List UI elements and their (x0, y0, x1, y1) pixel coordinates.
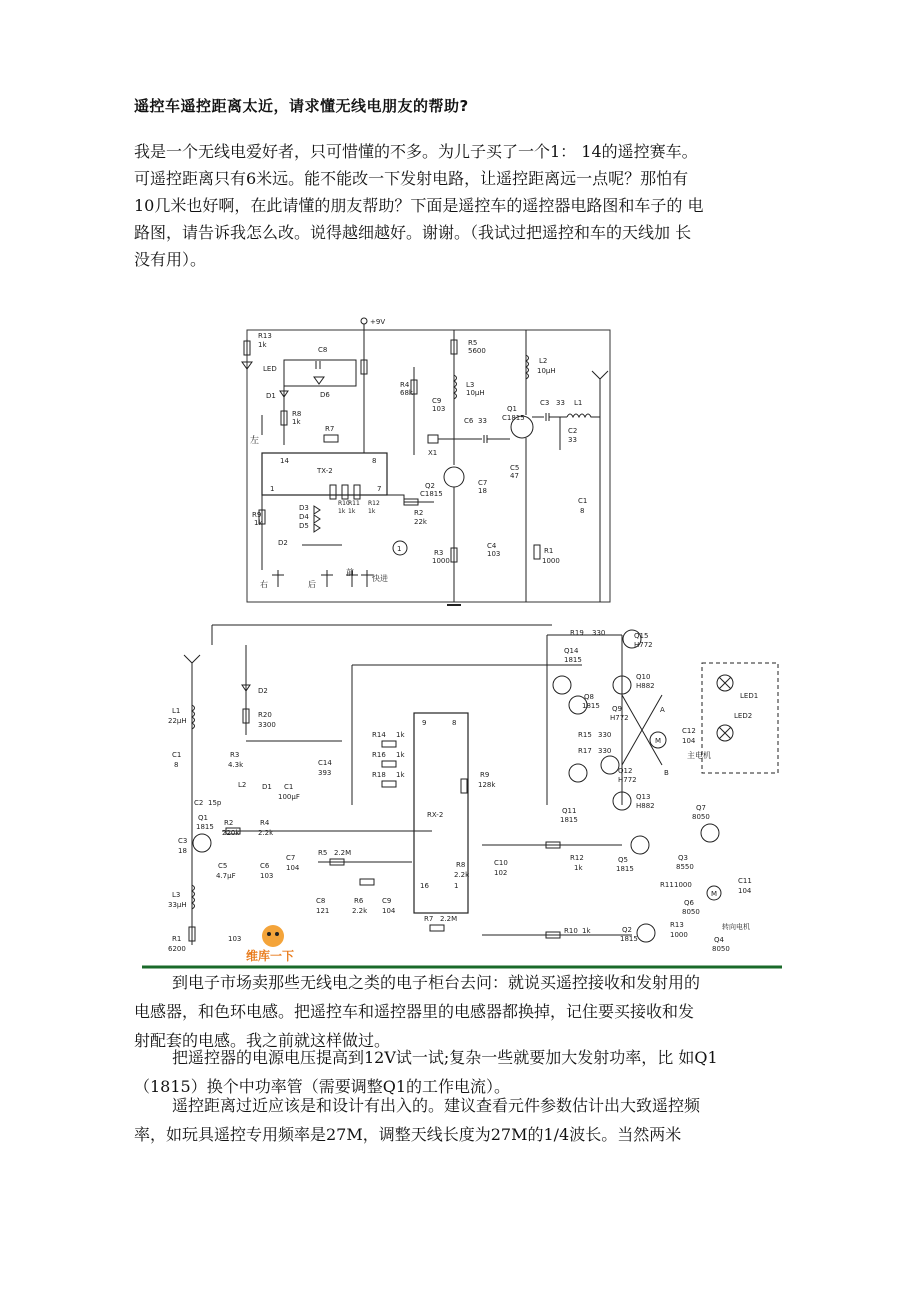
tx-l3-value: 10μH (466, 389, 485, 397)
rx-c6: C6 (260, 862, 270, 870)
tx-key-left: 左 (250, 436, 260, 446)
rx-r19-value: 330 (592, 629, 606, 637)
rx-q5-value: 1815 (616, 865, 634, 873)
tx-key-forward: 前 (346, 568, 354, 577)
rx-r13: R13 (670, 921, 684, 929)
tx-d3: D3 (299, 504, 309, 512)
rx-c1-value: 100μF (278, 793, 300, 801)
rx-r10-value: 1k (582, 927, 591, 935)
text-line-content: 把遥控器的电源电压提高到12V试一试;复杂一些就要加大发射功率，比 如Q1 (172, 1048, 718, 1067)
tx-r9-value: 1k (254, 519, 263, 527)
rx-r17: R17 (578, 747, 592, 755)
rx-node-a: A (660, 706, 665, 714)
rx-c7: C7 (286, 854, 296, 862)
rx-q11: Q11 (562, 807, 577, 815)
tx-r1-value: 1000 (542, 557, 560, 565)
rx-r20-value: 3300 (258, 721, 276, 729)
rx-r11-value: 1000 (674, 881, 692, 889)
rx-r8-value: 2.2k (454, 871, 470, 879)
rx-q3: Q3 (678, 854, 688, 862)
rx-q8-value: 1815 (582, 702, 600, 710)
rx-r12-value: 1k (574, 864, 583, 872)
tx-l2: L2 (539, 357, 548, 365)
circuit-diagram (142, 305, 782, 970)
answer-3 (134, 1091, 796, 1149)
tx-r13: R13 (258, 332, 272, 340)
tx-r2-value: 22k (414, 518, 427, 526)
tx-c4: C4 (487, 542, 497, 550)
tx-c9: C9 (432, 397, 442, 405)
text-line: 路图，请告诉我怎么改。说得越细越好。谢谢。（我试过把遥控和车的天线加 长 (134, 223, 692, 242)
tx-pin7: 7 (377, 485, 382, 493)
text-line: 射配套的电感。我之前就这样做过。 (134, 1031, 391, 1050)
rx-d1: D1 (262, 783, 272, 791)
rx-r2: R2 (224, 819, 234, 827)
rx-r20: R20 (258, 711, 272, 719)
tx-pin1: 1 (270, 485, 275, 493)
tx-d2: D2 (278, 539, 288, 547)
rx-c9: C9 (382, 897, 392, 905)
tx-key-fast: 快进 (372, 574, 388, 583)
rx-q12-value: H772 (618, 776, 637, 784)
circuit-figure (142, 305, 782, 974)
rx-r14-value: 1k (396, 731, 405, 739)
tx-r3-value: 1000 (432, 557, 450, 565)
rx-r16: R16 (372, 751, 386, 759)
tx-pin8: 8 (372, 457, 377, 465)
rx-q7: Q7 (696, 804, 706, 812)
rx-q15: Q15 (634, 632, 649, 640)
tx-c7: C7 (478, 479, 488, 487)
rx-r19: R19 (570, 629, 584, 637)
tx-c5-value: 47 (510, 472, 519, 480)
rx-r4: R4 (260, 819, 270, 827)
rx-steer-motor-m: M (711, 890, 718, 898)
rx-c14: C14 (318, 759, 332, 767)
rx-l1: L1 (172, 707, 181, 715)
rx-q10: Q10 (636, 673, 651, 681)
rx-r7: R7 (424, 915, 434, 923)
tx-r10: R10 (338, 500, 350, 507)
rx-r13-value: 1000 (670, 931, 688, 939)
tx-led: LED (263, 365, 277, 373)
rx-q12: Q12 (618, 767, 633, 775)
tx-c9-value: 103 (432, 405, 446, 413)
tx-r11: R11 (348, 500, 360, 507)
rx-pin16: 16 (420, 882, 429, 890)
tx-r1: R1 (544, 547, 554, 555)
rx-q15-value: H772 (634, 641, 653, 649)
tx-c1-value: 8 (580, 507, 585, 515)
tx-c6-value: 33 (478, 417, 487, 425)
tx-q1-value: C1815 (502, 414, 525, 422)
rx-q6: Q6 (684, 899, 694, 907)
rx-pin8: 8 (452, 719, 457, 727)
page-title: 遥控车遥控距离太近，请求懂无线电朋友的帮助? (134, 97, 469, 115)
rx-c11: C11 (738, 877, 752, 885)
rx-c1: C1 (284, 783, 294, 791)
rx-c7-value: 104 (286, 864, 300, 872)
tx-chip-label: TX-2 (317, 467, 333, 475)
rx-d2: D2 (258, 687, 268, 695)
answer-1 (134, 968, 796, 1055)
rx-r6: R6 (354, 897, 364, 905)
rx-r17-value: 330 (598, 747, 612, 755)
tx-c2-value: 33 (568, 436, 577, 444)
rx-q2-value: 1815 (620, 935, 638, 943)
text-line-content: 遥控距离过近应该是和设计有出入的。建议查看元件参数估计出大致遥控频 (172, 1096, 701, 1115)
rx-r1: R1 (172, 935, 182, 943)
rx-r11: R11 (660, 881, 674, 889)
tx-r5: R5 (468, 339, 478, 347)
rx-c14-value: 393 (318, 769, 332, 777)
rx-c12: C12 (682, 727, 696, 735)
tx-q1: Q1 (507, 405, 517, 413)
tx-r4-value: 68k (400, 389, 413, 397)
tx-r10-value: 1k (338, 508, 346, 515)
tx-c2: C2 (568, 427, 578, 435)
rx-q9-value: H772 (610, 714, 629, 722)
rx-c8-value: 121 (316, 907, 330, 915)
text-line: 电感器，和色环电感。把遥控车和遥控器里的电感器都换掉，记住要买接收和发 (134, 1002, 695, 1021)
text-line (134, 1043, 796, 1072)
rx-r7-value: 2.2M (440, 915, 458, 923)
rx-r8: R8 (456, 861, 466, 869)
tx-d1: D1 (266, 392, 276, 400)
rx-main-motor-m: M (655, 737, 662, 745)
rx-q14-value: 1815 (564, 656, 582, 664)
tx-q2-value: C1815 (420, 490, 443, 498)
rx-c9-value: 104 (382, 907, 396, 915)
text-line: 可遥控距离只有6米远。能不能改一下发射电路，让遥控距离远一点呢？那怕有 (134, 169, 689, 188)
tx-c7-value: 18 (478, 487, 487, 495)
rx-q6-value: 8050 (682, 908, 700, 916)
text-line: 10几米也好啊，在此请懂的朋友帮助？下面是遥控车的遥控器电路图和车子的 电 (134, 196, 704, 215)
text-line-content: 到电子市场卖那些无线电之类的电子柜台去问：就说买遥控接收和发射用的 (172, 973, 701, 992)
rx-r16-value: 1k (396, 751, 405, 759)
tx-r3: R3 (434, 549, 444, 557)
rx-q4: Q4 (714, 936, 724, 944)
rx-pin9: 9 (422, 719, 427, 727)
rx-c10: C10 (494, 859, 508, 867)
rx-main-motor-label: 主电机 (687, 751, 711, 760)
rx-r18-value: 1k (396, 771, 405, 779)
rx-l1-value: 22μH (168, 717, 187, 725)
rx-led2: LED2 (734, 712, 753, 720)
receiver-circuit (142, 625, 782, 967)
tx-r4: R4 (400, 381, 410, 389)
tx-key-back: 后 (308, 580, 316, 589)
rx-r4-value: 2.2k (258, 829, 274, 837)
rx-r1-value: 6200 (168, 945, 186, 953)
tx-l3: L3 (466, 381, 475, 389)
rx-q13: Q13 (636, 793, 651, 801)
tx-r7: R7 (325, 425, 335, 433)
tx-l2-value: 10μH (537, 367, 556, 375)
rx-c6-value: 103 (260, 872, 274, 880)
rx-r18: R18 (372, 771, 386, 779)
tx-r8: R8 (292, 410, 302, 418)
rx-c1a: C1 (172, 751, 182, 759)
rx-q9: Q9 (612, 705, 622, 713)
rx-r2-value: 220k (222, 829, 240, 837)
tx-r9: R9 (252, 511, 262, 519)
rx-l3: L3 (172, 891, 181, 899)
rx-node-b: B (664, 769, 669, 777)
rx-q10-value: H882 (636, 682, 655, 690)
tx-c5: C5 (510, 464, 520, 472)
tx-r8-value: 1k (292, 418, 301, 426)
rx-q14: Q14 (564, 647, 579, 655)
text-line (134, 1091, 796, 1120)
text-line (134, 968, 796, 997)
rx-q13-value: H882 (636, 802, 655, 810)
rx-q1-value: 1815 (196, 823, 214, 831)
tx-d5: D5 (299, 522, 309, 530)
rx-pin1: 1 (454, 882, 459, 890)
rx-c12-value: 104 (682, 737, 696, 745)
rx-c8: C8 (316, 897, 326, 905)
rx-q7-value: 8050 (692, 813, 710, 821)
rx-c2: C2 (194, 799, 204, 807)
rx-c5-value: 4.7μF (216, 872, 236, 880)
rx-r12: R12 (570, 854, 584, 862)
rx-c5: C5 (218, 862, 228, 870)
figure-number: 1 (397, 545, 402, 553)
transmitter-circuit (242, 318, 610, 605)
text-line: 没有用）。 (134, 250, 207, 269)
rx-q11-value: 1815 (560, 816, 578, 824)
rx-r10: R10 (564, 927, 578, 935)
intro-paragraph (134, 138, 794, 273)
rx-steer-motor-label: 转向电机 (722, 923, 750, 931)
rx-r15: R15 (578, 731, 592, 739)
rx-led1: LED1 (740, 692, 759, 700)
tx-r5-value: 5600 (468, 347, 486, 355)
text-line: 我是一个无线电爱好者，只可惜懂的不多。为儿子买了一个1： 14的遥控赛车。 (134, 142, 698, 161)
tx-x1: X1 (428, 449, 438, 457)
watermark-text: 维库一下 (246, 949, 295, 963)
rx-c11-value: 104 (738, 887, 752, 895)
tx-r11-value: 1k (348, 508, 356, 515)
rx-q8: Q8 (584, 693, 594, 701)
rx-c3-value: 18 (178, 847, 187, 855)
tx-r13-value: 1k (258, 341, 267, 349)
tx-c6: C6 (464, 417, 474, 425)
tx-r2: R2 (414, 509, 424, 517)
rx-q4-value: 8050 (712, 945, 730, 953)
rx-q1: Q1 (198, 814, 208, 822)
tx-c4-value: 103 (487, 550, 501, 558)
rx-r15-value: 330 (598, 731, 612, 739)
text-line: （1815）换个中功率管（需要调整Q1的工作电流）。 (134, 1077, 511, 1096)
rx-c2-value: 15p (208, 799, 222, 807)
watermark-logo (240, 922, 306, 964)
tx-d4: D4 (299, 513, 309, 521)
rx-chip-label: RX-2 (427, 811, 444, 819)
tx-d6: D6 (320, 391, 330, 399)
rx-c103: 103 (228, 935, 242, 943)
rx-r14: R14 (372, 731, 386, 739)
rx-r5: R5 (318, 849, 328, 857)
rx-c10-value: 102 (494, 869, 508, 877)
tx-key-right: 右 (260, 580, 268, 589)
tx-c3-value: 33 (556, 399, 565, 407)
tx-l1: L1 (574, 399, 583, 407)
rx-q5: Q5 (618, 856, 628, 864)
tx-c1: C1 (578, 497, 588, 505)
rx-r6-value: 2.2k (352, 907, 368, 915)
rx-r9: R9 (480, 771, 490, 779)
rx-r9-value: 128k (478, 781, 496, 789)
rx-q3-value: 8550 (676, 863, 694, 871)
rx-l3-value: 33μH (168, 901, 187, 909)
tx-r12: R12 (368, 500, 380, 507)
tx-pin14: 14 (280, 457, 289, 465)
vcc-label: +9V (370, 318, 386, 326)
rx-r3-value: 4.3k (228, 761, 244, 769)
rx-l2: L2 (238, 781, 247, 789)
tx-r12-value: 1k (368, 508, 376, 515)
rx-r5-value: 2.2M (334, 849, 352, 857)
rx-c1a-value: 8 (174, 761, 179, 769)
rx-q2: Q2 (622, 926, 632, 934)
tx-q2: Q2 (425, 482, 435, 490)
text-line: 率，如玩具遥控专用频率是27M，调整天线长度为27M的1/4波长。当然两米 (134, 1125, 682, 1144)
tx-c3: C3 (540, 399, 550, 407)
rx-r3: R3 (230, 751, 240, 759)
tx-c8: C8 (318, 346, 328, 354)
rx-c3: C3 (178, 837, 188, 845)
